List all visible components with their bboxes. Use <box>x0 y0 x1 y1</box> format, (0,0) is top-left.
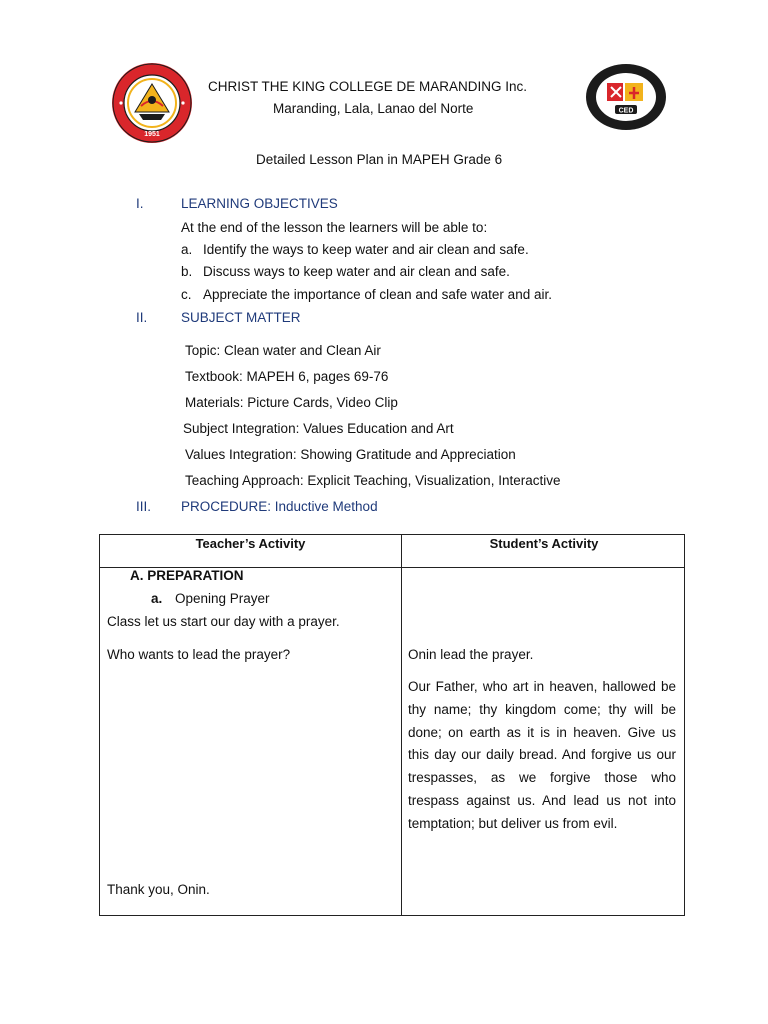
objective-letter: b. <box>181 264 193 279</box>
activity-table <box>99 534 685 916</box>
section-title-procedure: PROCEDURE: Inductive Method <box>181 499 378 514</box>
lesson-plan-title: Detailed Lesson Plan in MAPEH Grade 6 <box>256 152 503 167</box>
objective-item <box>181 242 529 257</box>
header-teacher-activity: Teacher’s Activity <box>195 536 306 551</box>
values-integration: Values Integration: Showing Gratitude and Appreciation <box>185 447 516 462</box>
section-number-procedure: III. <box>136 499 152 514</box>
section-title-subject-matter: SUBJECT MATTER <box>181 310 301 325</box>
objective-text: Discuss ways to keep water and air clean and safe. <box>203 264 510 279</box>
college-seal-logo <box>111 62 193 144</box>
logo-badge-text: CED <box>618 107 634 115</box>
objective-item <box>181 287 552 302</box>
teacher-line: Who wants to lead the prayer? <box>107 647 291 662</box>
school-name: CHRIST THE KING COLLEGE DE MARANDING Inc. <box>208 79 528 94</box>
subject-integration: Subject Integration: Values Education and Art <box>183 421 454 436</box>
student-prayer-text: Our Father, who art in heaven, hallowed be thy name; thy kingdom come; thy will be done; on earth as it is in heaven. Give us this day our daily bread. And forgive us our trespasses, as we forgive those who trespass against us. And lead us not into temptation; but deliver us from evil. <box>408 679 676 831</box>
opening-prayer-label: Opening Prayer <box>175 591 270 606</box>
teacher-line: Class let us start our day with a prayer. <box>107 614 340 629</box>
header-student-activity: Student’s Activity <box>489 536 599 551</box>
subject-materials: Materials: Picture Cards, Video Clip <box>185 395 398 410</box>
sub-item-letter: a. <box>151 591 163 606</box>
objective-text: Identify the ways to keep water and air clean and safe. <box>203 242 529 257</box>
objective-text: Appreciate the importance of clean and safe water and air. <box>203 287 552 302</box>
section-number-objectives: I. <box>136 196 144 211</box>
subject-textbook: Textbook: MAPEH 6, pages 69-76 <box>185 369 389 384</box>
seal-year-text: 1951 <box>144 131 160 138</box>
preparation-heading: A. PREPARATION <box>130 568 244 583</box>
objective-letter: a. <box>181 242 193 257</box>
subject-topic: Topic: Clean water and Clean Air <box>185 343 381 358</box>
teaching-approach: Teaching Approach: Explicit Teaching, Visualization, Interactive <box>185 473 561 488</box>
section-number-subject-matter: II. <box>136 310 148 325</box>
section-title-objectives: LEARNING OBJECTIVES <box>181 196 338 211</box>
college-of-education-logo <box>585 63 667 131</box>
school-address: Maranding, Lala, Lanao del Norte <box>273 101 474 116</box>
objectives-intro: At the end of the lesson the learners will be able to: <box>181 220 488 235</box>
table-column-divider <box>401 535 402 915</box>
student-lead-line: Onin lead the prayer. <box>408 647 534 662</box>
objective-letter: c. <box>181 287 192 302</box>
teacher-line: Thank you, Onin. <box>107 882 210 897</box>
objective-item <box>181 264 510 279</box>
